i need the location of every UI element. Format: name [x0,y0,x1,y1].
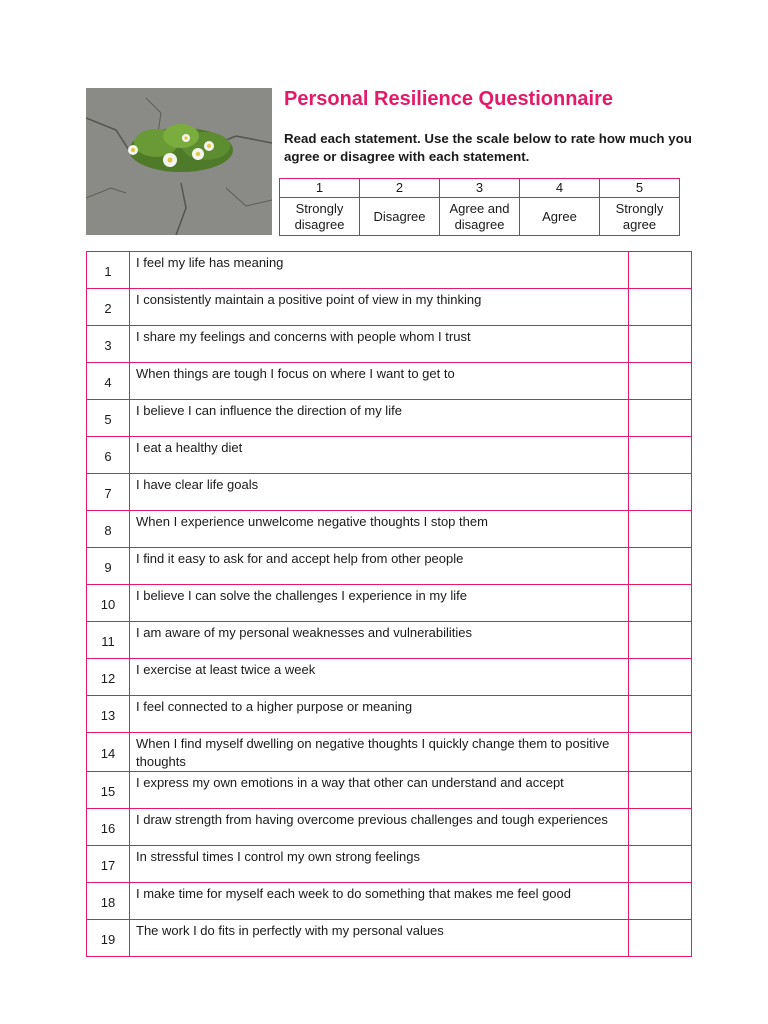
table-row [87,659,692,696]
statement-text: I make time for myself each week to do something that makes me feel good [130,883,629,920]
scale-label: Agree and disagree [440,198,520,236]
table-row [87,437,692,474]
score-cell[interactable] [629,437,692,474]
table-row [87,883,692,920]
table-row [87,920,692,957]
statement-number: 19 [87,920,130,957]
statement-text: I draw strength from having overcome previous challenges and tough experiences [130,809,629,846]
scale-value: 2 [360,179,440,198]
table-row [87,252,692,289]
table-row [87,474,692,511]
score-cell[interactable] [629,400,692,437]
statement-text: When I experience unwelcome negative thoughts I stop them [130,511,629,548]
table-row [87,548,692,585]
score-cell[interactable] [629,772,692,809]
table-row [87,585,692,622]
score-cell[interactable] [629,622,692,659]
instructions-text: Read each statement. Use the scale below to rate how much you agree or disagree with each statement. [284,131,692,164]
header-photo-flowers-in-cracked-pavement [86,88,272,235]
rating-scale-table [279,178,680,236]
statement-text: I eat a healthy diet [130,437,629,474]
table-row [87,363,692,400]
statement-text: I believe I can influence the direction of my life [130,400,629,437]
score-cell[interactable] [629,289,692,326]
statement-number: 5 [87,400,130,437]
scale-value: 1 [280,179,360,198]
statements-table [86,251,692,957]
scale-value: 4 [520,179,600,198]
statement-number: 12 [87,659,130,696]
score-cell[interactable] [629,474,692,511]
score-cell[interactable] [629,252,692,289]
table-row [87,289,692,326]
table-row [87,733,692,772]
table-row [87,326,692,363]
statement-text: When I find myself dwelling on negative thoughts I quickly change them to positive thoughts [130,733,629,772]
flower-crack-illustration [86,88,272,235]
statement-text: I exercise at least twice a week [130,659,629,696]
statement-number: 2 [87,289,130,326]
score-cell[interactable] [629,326,692,363]
score-cell[interactable] [629,733,692,772]
statement-number: 17 [87,846,130,883]
table-row [87,772,692,809]
statement-text: I consistently maintain a positive point of view in my thinking [130,289,629,326]
score-cell[interactable] [629,920,692,957]
statement-text: I find it easy to ask for and accept help from other people [130,548,629,585]
score-cell[interactable] [629,585,692,622]
statement-number: 3 [87,326,130,363]
scale-label: Agree [520,198,600,236]
statement-text: I express my own emotions in a way that other can understand and accept [130,772,629,809]
statement-number: 1 [87,252,130,289]
statement-text: I share my feelings and concerns with people whom I trust [130,326,629,363]
statement-number: 15 [87,772,130,809]
scale-value: 3 [440,179,520,198]
statement-number: 8 [87,511,130,548]
statement-number: 6 [87,437,130,474]
score-cell[interactable] [629,548,692,585]
table-row [87,846,692,883]
statement-number: 14 [87,733,130,772]
table-row [87,400,692,437]
statement-number: 7 [87,474,130,511]
scale-label: Disagree [360,198,440,236]
score-cell[interactable] [629,659,692,696]
score-cell[interactable] [629,363,692,400]
statement-number: 10 [87,585,130,622]
table-row [87,696,692,733]
page-title: Personal Resilience Questionnaire [284,88,614,110]
score-cell[interactable] [629,883,692,920]
score-cell[interactable] [629,511,692,548]
table-row [87,511,692,548]
score-cell[interactable] [629,696,692,733]
table-row [87,809,692,846]
table-row [87,622,692,659]
score-cell[interactable] [629,809,692,846]
statement-number: 16 [87,809,130,846]
statement-number: 4 [87,363,130,400]
statement-text: I feel connected to a higher purpose or meaning [130,696,629,733]
statement-number: 18 [87,883,130,920]
scale-label: Strongly agree [600,198,680,236]
statement-number: 9 [87,548,130,585]
statement-text: I feel my life has meaning [130,252,629,289]
statement-text: The work I do fits in perfectly with my personal values [130,920,629,957]
scale-label: Strongly disagree [280,198,360,236]
statement-number: 11 [87,622,130,659]
scale-value: 5 [600,179,680,198]
statement-text: I have clear life goals [130,474,629,511]
statement-text: When things are tough I focus on where I want to get to [130,363,629,400]
score-cell[interactable] [629,846,692,883]
statement-number: 13 [87,696,130,733]
statement-text: I believe I can solve the challenges I experience in my life [130,585,629,622]
statement-text: I am aware of my personal weaknesses and vulnerabilities [130,622,629,659]
statement-text: In stressful times I control my own strong feelings [130,846,629,883]
